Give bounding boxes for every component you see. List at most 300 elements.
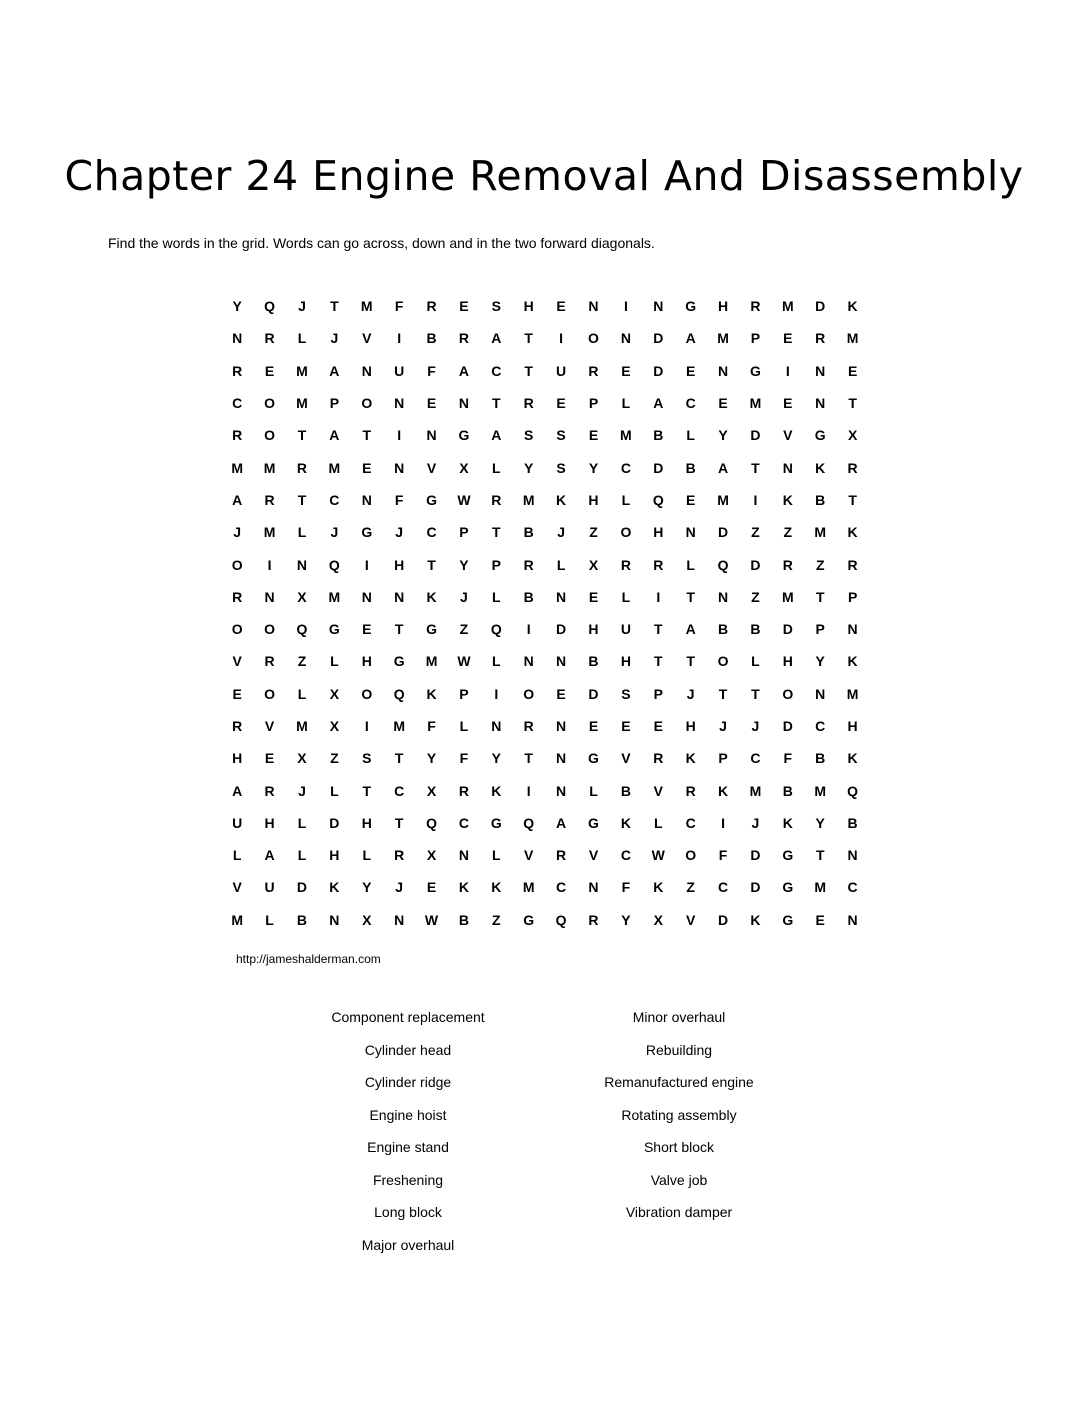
grid-letter: L: [232, 847, 242, 864]
grid-letter: R: [264, 491, 275, 508]
grid-letter: E: [362, 621, 372, 638]
grid-letter: W: [457, 491, 471, 508]
grid-letter: L: [265, 911, 274, 928]
grid-letter: G: [588, 750, 599, 767]
grid-letter: H: [329, 847, 340, 864]
grid-letter: V: [264, 718, 275, 734]
grid-letter: I: [364, 718, 369, 734]
grid-letter: A: [232, 491, 243, 508]
grid-letter: J: [395, 879, 404, 896]
grid-letter: J: [330, 524, 339, 541]
grid-letter: N: [782, 459, 793, 476]
grid-letter: M: [360, 298, 373, 315]
word-list-item: Engine stand: [367, 1139, 449, 1155]
grid-letter: Z: [330, 750, 339, 767]
grid-letter: K: [426, 685, 437, 702]
word-list-item: Rotating assembly: [621, 1106, 737, 1123]
grid-letter: U: [232, 814, 243, 831]
grid-letter: E: [556, 685, 566, 702]
grid-letter: I: [526, 621, 531, 638]
grid-letter: L: [621, 588, 631, 605]
grid-letter: P: [459, 524, 469, 541]
grid-letter: C: [717, 879, 729, 896]
grid-letter: D: [296, 879, 308, 896]
grid-letter: T: [394, 621, 404, 638]
grid-letter: B: [296, 911, 308, 928]
grid-letter: J: [330, 330, 339, 347]
grid-letter: A: [232, 782, 243, 799]
grid-letter: B: [588, 653, 599, 670]
grid-letter: D: [717, 911, 729, 928]
grid-letter: S: [491, 298, 501, 315]
grid-letter: K: [620, 814, 631, 831]
grid-letter: R: [458, 330, 469, 347]
grid-letter: R: [264, 653, 275, 670]
grid-letter: C: [620, 847, 631, 864]
grid-letter: G: [750, 362, 761, 379]
grid-letter: T: [362, 427, 372, 444]
grid-letter: M: [522, 879, 535, 896]
grid-letter: N: [815, 362, 826, 379]
grid-letter: S: [556, 427, 566, 444]
grid-letter: K: [653, 879, 664, 896]
grid-letter: G: [588, 814, 599, 831]
grid-letter: Y: [491, 750, 501, 767]
instructions-text: Find the words in the grid. Words can go across, down and in the two forward diagonals.: [108, 235, 655, 251]
grid-letter: M: [814, 524, 827, 541]
grid-letter: O: [361, 685, 373, 702]
grid-letter: K: [329, 879, 340, 896]
grid-letter: L: [492, 459, 501, 476]
grid-letter: O: [264, 621, 276, 638]
grid-letter: Q: [328, 556, 340, 573]
grid-letter: S: [621, 685, 631, 702]
grid-letter: A: [653, 395, 664, 412]
grid-letter: T: [427, 556, 436, 573]
grid-letter: R: [588, 362, 599, 379]
grid-letter: J: [298, 782, 306, 799]
grid-letter: H: [361, 653, 372, 670]
word-list-item: Cylinder head: [364, 1041, 452, 1058]
grid-letter: G: [458, 427, 470, 444]
grid-letter: X: [362, 911, 372, 928]
grid-letter: T: [848, 491, 857, 508]
grid-letter: N: [491, 718, 502, 734]
grid-letter: N: [556, 718, 567, 734]
grid-letter: N: [394, 911, 405, 928]
grid-letter: G: [361, 524, 373, 541]
grid-letter: R: [815, 330, 826, 347]
word-list-item: Engine hoist: [369, 1106, 447, 1123]
grid-letter: J: [460, 588, 468, 605]
grid-letter: V: [653, 782, 663, 799]
grid-letter: V: [588, 847, 599, 864]
grid-letter: K: [556, 491, 567, 508]
grid-letter: N: [556, 782, 567, 799]
grid-letter: H: [588, 621, 599, 638]
grid-letter: K: [458, 879, 469, 896]
grid-letter: L: [589, 782, 598, 799]
grid-letter: V: [362, 330, 372, 347]
grid-letter: T: [815, 588, 825, 605]
grid-letter: R: [847, 459, 858, 476]
grid-letter: D: [782, 718, 793, 734]
grid-letter: Z: [589, 524, 598, 541]
grid-letter: B: [426, 330, 437, 347]
grid-letter: Q: [393, 685, 405, 702]
grid-letter: R: [653, 556, 664, 573]
grid-letter: L: [362, 847, 372, 864]
grid-letter: R: [556, 847, 567, 864]
grid-letter: H: [653, 524, 664, 541]
grid-letter: L: [621, 395, 631, 412]
grid-letter: M: [296, 718, 308, 734]
grid-letter: G: [426, 621, 437, 638]
grid-letter: J: [686, 685, 695, 702]
grid-letter: N: [717, 588, 729, 605]
grid-letter: D: [717, 524, 729, 541]
grid-letter: B: [717, 621, 729, 638]
grid-letter: A: [329, 427, 340, 444]
grid-letter: Q: [296, 621, 308, 638]
grid-letter: E: [621, 718, 631, 734]
grid-letter: R: [232, 588, 243, 605]
grid-letter: H: [232, 750, 243, 767]
grid-letter: W: [651, 847, 665, 864]
grid-letter: S: [556, 459, 566, 476]
grid-letter: F: [459, 750, 469, 767]
grid-letter: W: [424, 911, 439, 928]
grid-letter: J: [395, 524, 404, 541]
grid-letter: N: [426, 427, 437, 444]
grid-letter: X: [329, 685, 340, 702]
grid-letter: Z: [815, 556, 825, 573]
grid-letter: H: [394, 556, 405, 573]
word-list-item: Short block: [643, 1139, 715, 1155]
grid-letter: Y: [815, 653, 825, 670]
grid-letter: C: [685, 395, 696, 412]
grid-letter: K: [491, 879, 502, 896]
page-title: Chapter 24 Engine Removal And Disassembly: [64, 152, 1024, 200]
grid-letter: T: [751, 459, 760, 476]
grid-letter: N: [458, 395, 469, 412]
grid-letter: E: [685, 362, 696, 379]
grid-letter: N: [361, 491, 372, 508]
grid-letter: R: [232, 362, 243, 379]
grid-letter: M: [296, 362, 308, 379]
grid-letter: O: [231, 556, 243, 573]
grid-letter: T: [686, 588, 695, 605]
grid-letter: P: [459, 685, 469, 702]
grid-letter: N: [458, 847, 469, 864]
grid-letter: A: [491, 330, 502, 347]
grid-letter: K: [847, 524, 858, 541]
grid-letter: R: [782, 556, 793, 573]
grid-letter: C: [491, 362, 502, 379]
grid-letter: O: [231, 621, 243, 638]
grid-letter: I: [785, 362, 790, 379]
grid-letter: R: [847, 556, 858, 573]
grid-letter: P: [718, 750, 728, 767]
grid-letter: V: [524, 847, 534, 864]
grid-letter: M: [717, 330, 729, 347]
grid-letter: G: [782, 911, 794, 928]
grid-letter: Y: [621, 911, 631, 928]
grid-letter: X: [297, 750, 307, 767]
grid-letter: X: [329, 718, 340, 734]
grid-letter: D: [653, 362, 664, 379]
grid-letter: Z: [297, 653, 307, 670]
grid-letter: T: [362, 782, 372, 799]
grid-letter: E: [264, 362, 275, 379]
grid-letter: X: [459, 459, 469, 476]
grid-letter: N: [653, 298, 664, 315]
word-list-item: Minor overhaul: [632, 1009, 726, 1025]
grid-letter: U: [620, 621, 631, 638]
grid-letter: B: [458, 911, 469, 928]
grid-letter: E: [459, 298, 469, 315]
grid-letter: T: [653, 621, 663, 638]
grid-letter: L: [297, 847, 307, 864]
grid-letter: J: [557, 524, 565, 541]
grid-letter: Z: [783, 524, 793, 541]
grid-letter: P: [329, 395, 340, 412]
grid-letter: M: [717, 491, 729, 508]
grid-letter: R: [264, 782, 275, 799]
grid-letter: M: [782, 588, 794, 605]
grid-letter: I: [494, 685, 499, 702]
grid-letter: Q: [426, 814, 437, 831]
word-list-item: Cylinder ridge: [364, 1074, 452, 1090]
word-list-right: [529, 1001, 829, 1229]
grid-letter: U: [264, 879, 275, 896]
grid-letter: X: [297, 588, 307, 605]
grid-letter: T: [297, 427, 307, 444]
grid-letter: L: [686, 556, 695, 573]
grid-letter: R: [491, 491, 502, 508]
grid-letter: W: [457, 653, 471, 670]
word-list-item: Component replacement: [331, 1009, 485, 1025]
word-search-grid: [221, 290, 869, 936]
grid-letter: J: [751, 814, 760, 831]
grid-letter: D: [750, 556, 761, 573]
grid-letter: F: [621, 879, 631, 896]
grid-letter: Q: [847, 782, 859, 799]
grid-letter: K: [685, 750, 696, 767]
grid-letter: P: [653, 685, 663, 702]
grid-letter: M: [328, 459, 341, 476]
grid-letter: T: [492, 524, 501, 541]
grid-letter: H: [361, 814, 372, 831]
grid-letter: B: [847, 814, 858, 831]
grid-letter: B: [685, 459, 696, 476]
grid-letter: A: [717, 459, 729, 476]
grid-letter: N: [361, 362, 372, 379]
word-list-item: Major overhaul: [361, 1236, 455, 1253]
grid-letter: E: [783, 395, 793, 412]
grid-letter: O: [264, 427, 276, 444]
grid-letter: R: [523, 556, 534, 573]
grid-letter: M: [782, 298, 794, 315]
grid-letter: Q: [490, 621, 502, 638]
grid-letter: R: [653, 750, 664, 767]
grid-letter: D: [815, 298, 826, 315]
grid-letter: L: [297, 330, 307, 347]
grid-letter: K: [782, 814, 793, 831]
grid-letter: R: [523, 718, 534, 734]
grid-letter: K: [782, 491, 793, 508]
grid-letter: I: [526, 782, 531, 799]
grid-letter: C: [815, 718, 826, 734]
grid-letter: R: [232, 427, 243, 444]
grid-letter: Z: [459, 621, 469, 638]
grid-letter: T: [394, 814, 404, 831]
word-list-item: Long block: [374, 1204, 442, 1220]
source-url: http://jameshalderman.com: [236, 952, 381, 966]
grid-letter: A: [685, 330, 696, 347]
grid-letter: H: [264, 814, 275, 831]
grid-letter: M: [814, 782, 827, 799]
grid-letter: A: [685, 621, 696, 638]
grid-letter: E: [426, 879, 437, 896]
grid-letter: C: [750, 750, 761, 767]
grid-letter: B: [815, 491, 826, 508]
grid-letter: O: [620, 524, 632, 541]
grid-letter: Y: [815, 814, 825, 831]
grid-letter: N: [556, 750, 567, 767]
grid-letter: M: [231, 911, 244, 928]
grid-letter: R: [523, 395, 534, 412]
grid-letter: L: [492, 588, 501, 605]
grid-letter: R: [685, 782, 696, 799]
grid-letter: G: [426, 491, 437, 508]
grid-letter: M: [231, 459, 244, 476]
grid-letter: M: [749, 782, 762, 799]
grid-letter: K: [491, 782, 502, 799]
grid-letter: D: [329, 814, 340, 831]
grid-letter: M: [846, 330, 859, 347]
grid-letter: J: [719, 718, 727, 734]
grid-letter: Q: [652, 491, 664, 508]
grid-letter: X: [588, 556, 599, 573]
grid-letter: N: [394, 588, 405, 605]
grid-letter: N: [361, 588, 372, 605]
word-list-item: Vibration damper: [625, 1204, 733, 1220]
grid-letter: T: [492, 395, 501, 412]
grid-letter: O: [523, 685, 535, 702]
grid-letter: E: [815, 911, 825, 928]
grid-letter: I: [397, 330, 402, 347]
grid-letter: E: [847, 362, 858, 379]
grid-letter: I: [656, 588, 661, 605]
grid-letter: T: [751, 685, 760, 702]
grid-letter: H: [782, 653, 793, 670]
grid-letter: K: [426, 588, 437, 605]
grid-letter: R: [264, 330, 275, 347]
grid-letter: T: [297, 491, 307, 508]
grid-letter: G: [782, 847, 794, 864]
grid-letter: C: [329, 491, 340, 508]
grid-letter: R: [232, 718, 243, 734]
grid-letter: Z: [751, 588, 760, 605]
grid-letter: C: [847, 879, 858, 896]
grid-letter: B: [523, 524, 534, 541]
grid-letter: T: [718, 685, 728, 702]
grid-letter: G: [523, 911, 535, 928]
grid-letter: H: [620, 653, 631, 670]
grid-letter: M: [814, 879, 827, 896]
grid-letter: N: [394, 395, 405, 412]
grid-letter: Q: [264, 298, 276, 315]
grid-letter: N: [394, 459, 405, 476]
grid-letter: N: [815, 685, 826, 702]
grid-letter: L: [297, 524, 307, 541]
grid-letter: F: [394, 298, 404, 315]
grid-letter: J: [751, 718, 760, 734]
grid-letter: K: [717, 782, 729, 799]
grid-letter: T: [848, 395, 857, 412]
grid-letter: I: [267, 556, 272, 573]
grid-letter: H: [847, 718, 858, 734]
grid-letter: T: [686, 653, 695, 670]
grid-letter: M: [263, 524, 276, 541]
grid-letter: D: [750, 879, 761, 896]
grid-letter: N: [232, 330, 243, 347]
grid-letter: T: [330, 298, 339, 315]
grid-letter: N: [717, 362, 729, 379]
grid-letter: V: [426, 459, 437, 476]
grid-letter: L: [297, 814, 307, 831]
grid-letter: D: [556, 621, 567, 638]
grid-letter: L: [330, 653, 339, 670]
grid-letter: N: [296, 556, 308, 573]
grid-letter: V: [783, 427, 793, 444]
grid-letter: O: [685, 847, 697, 864]
grid-letter: O: [717, 653, 729, 670]
grid-letter: E: [556, 298, 566, 315]
word-list-item: Rebuilding: [645, 1041, 713, 1058]
grid-letter: Y: [426, 750, 437, 767]
grid-letter: I: [623, 298, 628, 315]
grid-letter: E: [685, 491, 696, 508]
grid-letter: B: [815, 750, 826, 767]
grid-letter: X: [426, 782, 437, 799]
grid-letter: T: [394, 750, 404, 767]
grid-letter: Y: [232, 298, 242, 315]
grid-letter: Y: [588, 459, 599, 476]
grid-letter: P: [847, 588, 858, 605]
grid-letter: M: [620, 427, 632, 444]
grid-letter: Q: [555, 911, 567, 928]
grid-letter: G: [490, 814, 502, 831]
grid-letter: A: [556, 814, 567, 831]
grid-letter: F: [783, 750, 793, 767]
grid-letter: X: [847, 427, 858, 444]
grid-letter: D: [782, 621, 793, 638]
grid-letter: F: [427, 362, 436, 379]
grid-letter: D: [653, 459, 664, 476]
grid-letter: R: [620, 556, 631, 573]
grid-letter: N: [556, 653, 567, 670]
grid-letter: D: [653, 330, 664, 347]
grid-letter: R: [296, 459, 308, 476]
grid-letter: E: [653, 718, 663, 734]
grid-letter: L: [492, 653, 501, 670]
grid-letter: Y: [524, 459, 534, 476]
grid-letter: A: [329, 362, 340, 379]
grid-letter: U: [394, 362, 405, 379]
grid-letter: Y: [718, 427, 728, 444]
